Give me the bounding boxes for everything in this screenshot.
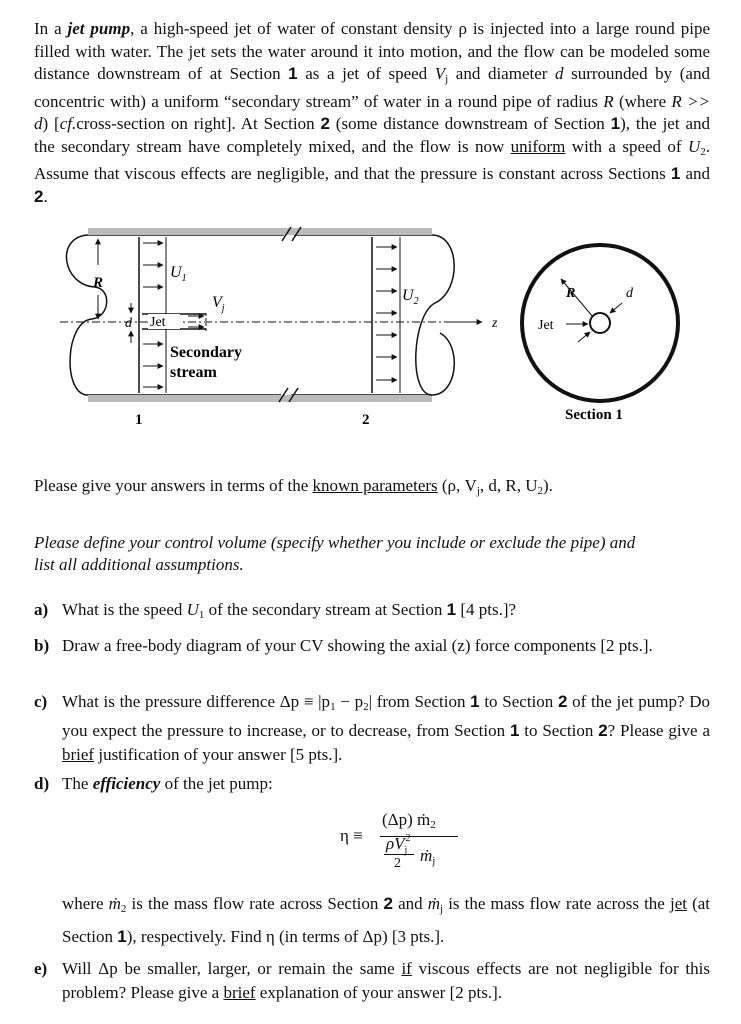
question-e: e) Will Δp be smaller, larger, or remain the same if viscous effects are not negligible for this problem? Please give a brief explanation of your answer [2 pts.]. [34,959,710,1002]
secondary-label-2: stream [170,364,217,381]
question-a: a) What is the speed $U_1$ of the secondary stream at Section 1 [4 pts.]? [34,600,517,621]
known-parameters-line: Please give your answers in terms of the known parameters (ρ, $V_j$, d, R, $U_2$). [34,476,553,497]
pipe-left-end [66,235,106,395]
break-marks [279,227,301,402]
question-c: c) What is the pressure difference $\Delta p \equiv |p_1 - p_2|$ from Section 1 to Section 2 of the jet pump? Do you expect the pressure to increase, or to decrease, from Section 1 to Section 2? Please give a brief justification of your answer [5 pts.]. [34,692,710,764]
r-label: R [93,275,104,291]
problem-statement: In a jet pump, a high-speed jet of water of constant density ρ is injected into a large round pipe filled with water. The jet sets the water around it into motion, and the flow can be modeled some distance downstream of at Section 1 as a jet of speed $V_j$ and diameter d surrounded by (and concentric with) a uniform “secondary stream” of water in a round pipe of radius R (where R >> d) [cf.cross-section on right]. At Section 2 (some distance downstream of Section 1), the jet and the secondary stream have completely mixed, and the flow is now uniform with a speed of $U_2$. Assume that viscous effects are negligible, and that the pressure is constant across Sections 1 and 2. [34,19,711,206]
jet-pump-term: jet pump [67,19,131,38]
efficiency-equation: η ≡ (Δp) ṁ$_2$ $\rho V^2_j$ 2 ṁ$_j$ [340,810,460,882]
secondary-label-1: Secondary [170,344,242,361]
cross-section-jet [590,313,610,333]
pipe-right-end [416,235,455,395]
cross-jet-label: Jet [538,318,554,333]
d-label: d [125,316,132,331]
vj-label: $V_j$ [212,294,225,314]
question-d-definitions: where ṁ$_2$ is the mass flow rate across Section 2 and ṁ$_j$ is the mass flow rate across the jet (at Section 1), respectively. Find η (in terms of Δp) [3 pts.]. [62,894,711,946]
question-d: d) The efficiency of the jet pump: [34,774,273,793]
section-1-number: 1 [135,412,143,428]
cross-r-label: R [566,286,576,301]
pipe-wall-bottom [88,395,432,402]
section-2-number: 2 [362,412,370,428]
jet-pump-figure [0,225,741,455]
u2-label: $U_2$ [402,287,419,307]
question-b: b) Draw a free-body diagram of your CV showing the axial (z) force components [2 pts.]. [34,636,653,655]
cv-instruction-1: Please define your control volume (specify whether you include or exclude the pipe) and [34,533,636,552]
uniform-arrows [376,237,400,393]
pipe-wall-top [88,228,432,235]
z-label: z [492,316,498,331]
u1-label: $U_1$ [170,264,187,284]
cv-instruction-2: list all additional assumptions. [34,555,244,574]
jet-label: Jet [150,315,166,330]
cross-d-label: d [626,286,633,301]
cross-section-caption: Section 1 [565,407,623,423]
